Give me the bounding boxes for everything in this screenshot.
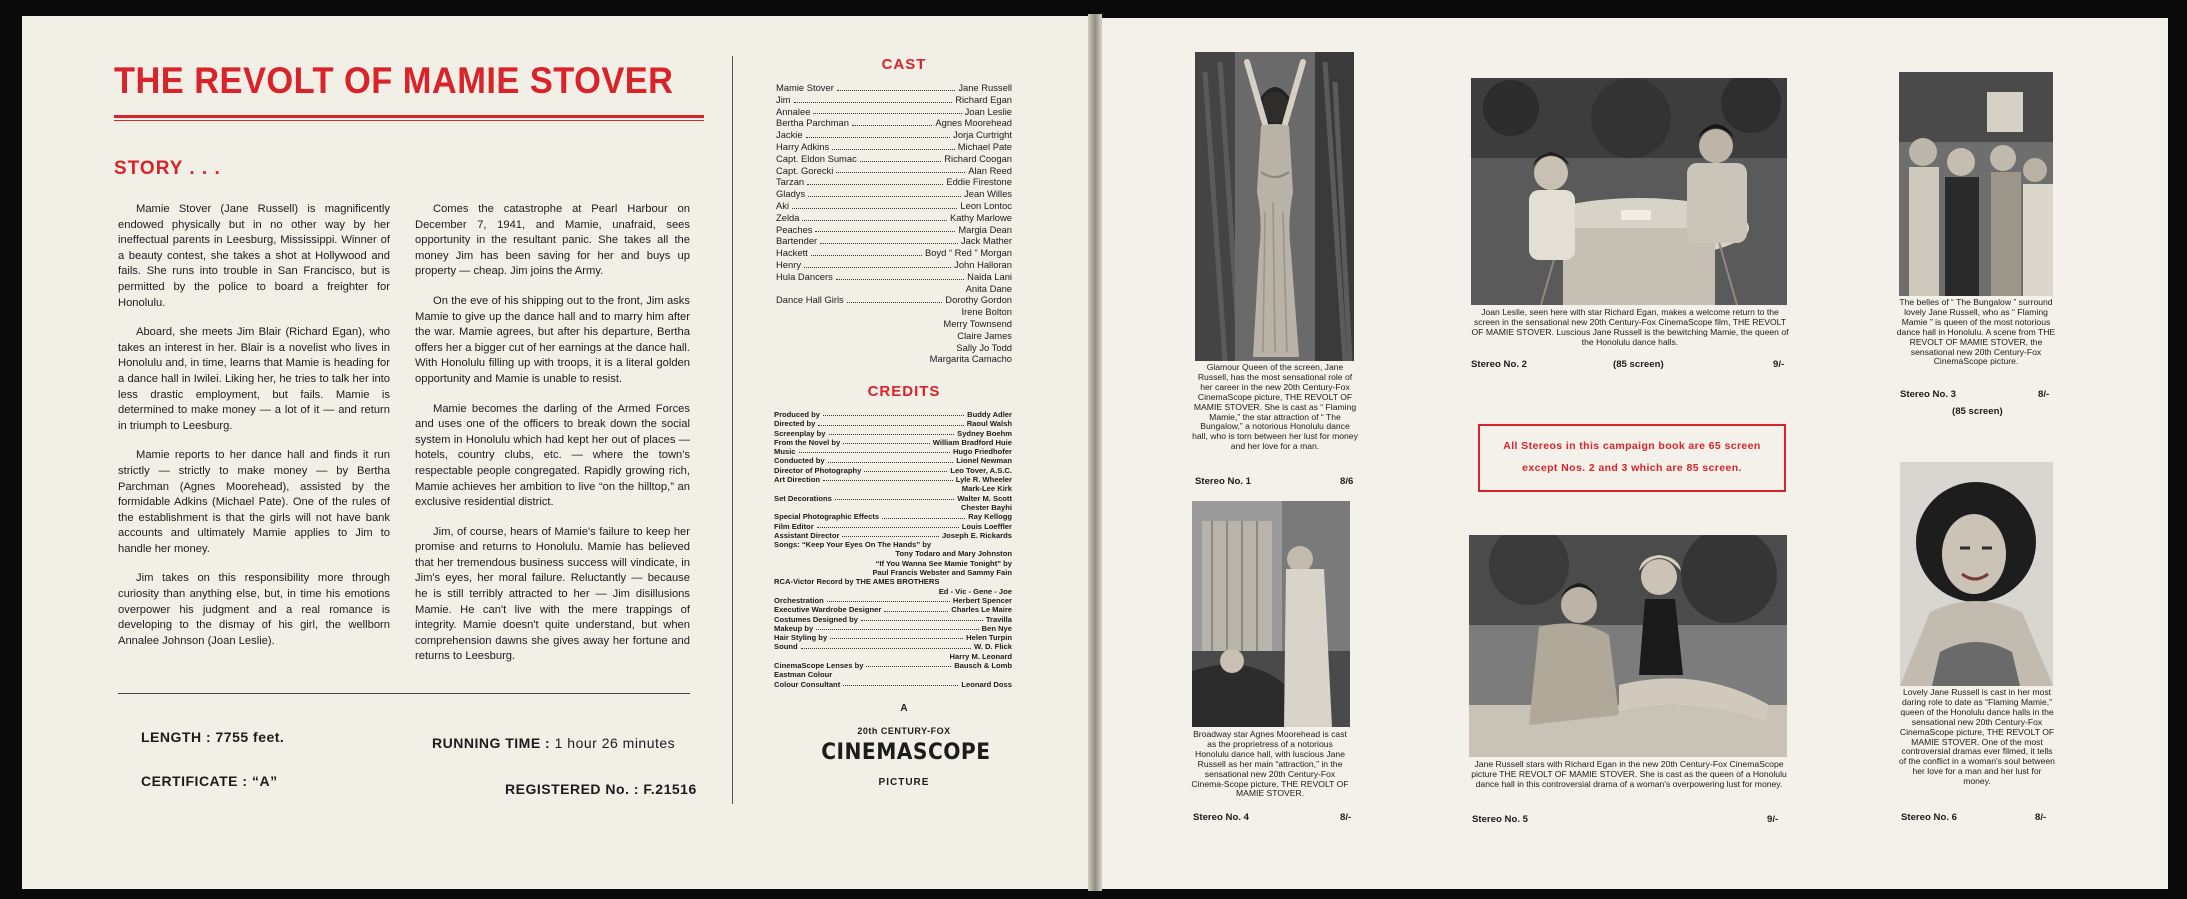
story-paragraph: On the eve of his shipping out to the front, Jim asks Mamie to give up the dance hall and to marry him after the war. Mamie agrees, but after his departure, Bertha offers her a bigger cut of her earnings at the dance hall. With Honolulu filling up with troops, it is a literal golden opportunity and Mamie is unable to resist. bbox=[415, 294, 690, 385]
dot-leader bbox=[813, 113, 961, 114]
cast-row-role: Peaches bbox=[776, 223, 813, 235]
credit-row bbox=[774, 615, 1012, 624]
running-time-value: 1 hour 26 minutes bbox=[554, 735, 676, 751]
credit-row bbox=[774, 419, 1012, 428]
cast-row bbox=[776, 247, 1012, 259]
cast-row-role: Harry Adkins bbox=[776, 140, 830, 152]
cast-row-role: Henry bbox=[776, 258, 802, 270]
cast-row-name: Kathy Marlowe bbox=[949, 211, 1012, 223]
credit-row-role: Colour Consultant bbox=[774, 679, 841, 689]
dot-leader bbox=[827, 601, 950, 602]
cast-row-name: John Halloran bbox=[954, 258, 1012, 270]
credit-row bbox=[774, 494, 1012, 503]
cast-row-continuation: Claire James bbox=[957, 329, 1012, 341]
still-caption-4: Broadway star Agnes Moorehead is cast as the proprietress of a notorious Honolulu dance hall, with luscious Jane Russell as her main “attraction,” in the sensational new 20th Century-Fox Cinema-Scope picture, THE REVOLT OF MAMIE STOVER. bbox=[1191, 729, 1349, 799]
still-photo-4 bbox=[1192, 501, 1350, 727]
cast-row bbox=[776, 117, 1012, 129]
cast-row-role: Annalee bbox=[776, 105, 811, 117]
dot-leader bbox=[801, 648, 971, 649]
dot-leader bbox=[815, 231, 955, 232]
cast-row-role: Bartender bbox=[776, 235, 818, 247]
registered-label: REGISTERED No. : bbox=[505, 781, 640, 797]
credit-row-name: Joseph E. Rickards bbox=[941, 530, 1012, 540]
credit-row-name: Ben Nye bbox=[981, 623, 1012, 633]
cast-row-continuation: Anita Dane bbox=[965, 282, 1012, 294]
still-photo-3 bbox=[1899, 72, 2053, 296]
credit-row bbox=[774, 624, 1012, 633]
dot-leader bbox=[820, 243, 958, 244]
credit-row bbox=[774, 429, 1012, 438]
cast-row-name: Boyd “ Red ” Morgan bbox=[924, 247, 1012, 259]
registered-value: F.21516 bbox=[643, 781, 697, 797]
page-title: THE REVOLT OF MAMIE STOVER bbox=[114, 60, 674, 101]
credits-heading: CREDITS bbox=[867, 383, 941, 400]
dot-leader bbox=[882, 518, 965, 519]
still-label-4: Stereo No. 4 bbox=[1193, 812, 1249, 823]
still-price-5: 9/- bbox=[1767, 814, 1779, 825]
credit-row-name: Buddy Adler bbox=[967, 410, 1012, 419]
credit-row-role: Assistant Director bbox=[774, 530, 840, 540]
cast-row-role: Hackett bbox=[776, 247, 808, 259]
cast-row bbox=[776, 271, 1012, 283]
credit-row-name: Lionel Newman bbox=[956, 456, 1012, 466]
dot-leader bbox=[832, 149, 955, 150]
dot-leader bbox=[837, 90, 955, 91]
dot-leader bbox=[823, 480, 953, 481]
cast-row bbox=[776, 82, 1012, 94]
dot-leader bbox=[811, 255, 922, 256]
credit-row-role: Special Photographic Effects bbox=[774, 512, 880, 522]
credit-row-role: Directed by bbox=[774, 419, 816, 429]
cast-row-role: Aki bbox=[776, 199, 790, 211]
cast-row-name: Michael Pate bbox=[957, 140, 1012, 152]
cast-row-role: Capt. Gorecki bbox=[776, 164, 834, 176]
dot-leader bbox=[836, 279, 964, 280]
credit-row-role: Costumes Designed by bbox=[774, 614, 858, 624]
credit-row bbox=[774, 410, 1012, 419]
still-label-6: Stereo No. 6 bbox=[1901, 812, 1957, 823]
credit-row bbox=[774, 642, 1012, 651]
credit-row-name: Leo Tover, A.S.C. bbox=[950, 465, 1012, 475]
credit-row-role: Makeup by bbox=[774, 623, 814, 633]
specs-rule bbox=[118, 693, 690, 694]
cast-row bbox=[776, 224, 1012, 236]
credit-row-name: Hugo Friedhofer bbox=[952, 447, 1012, 457]
credit-row-continuation: Harry M. Leonard bbox=[949, 651, 1012, 661]
dot-leader bbox=[835, 499, 955, 500]
certificate-label: CERTIFICATE : bbox=[141, 773, 248, 789]
cast-row-name: Leon Lontoc bbox=[960, 199, 1012, 211]
cast-row bbox=[776, 294, 1012, 306]
credit-row bbox=[774, 447, 1012, 456]
credit-row-role: Film Editor bbox=[774, 521, 814, 531]
cast-row bbox=[776, 106, 1012, 118]
credit-row-name: Travilla bbox=[985, 614, 1012, 624]
credit-row bbox=[774, 633, 1012, 642]
still-price-3: 8/- bbox=[2038, 389, 2050, 400]
cast-heading: CAST bbox=[881, 56, 927, 73]
credit-row bbox=[774, 596, 1012, 605]
credit-row-role: RCA-Victor Record by THE AMES BROTHERS bbox=[774, 577, 940, 587]
cast-row-name: Jean Willes bbox=[964, 188, 1012, 200]
dot-leader bbox=[808, 196, 961, 197]
credit-row-name: Walter M. Scott bbox=[957, 493, 1012, 503]
cast-row-name: Eddie Firestone bbox=[946, 176, 1012, 188]
still-label-2: Stereo No. 2 bbox=[1471, 359, 1527, 370]
credit-row-name: W. D. Flick bbox=[974, 642, 1012, 652]
cast-row-name: Alan Reed bbox=[968, 164, 1012, 176]
title-rule-thin bbox=[114, 120, 704, 121]
credit-row-name: Herbert Spencer bbox=[952, 595, 1012, 605]
cast-row-name: Jorja Curtright bbox=[953, 129, 1012, 141]
still-caption-2: Joan Leslie, seen here with star Richard Egan, makes a welcome return to the screen in the sensational new 20th Century-Fox CinemaScope film, THE REVOLT OF MAMIE STOVER. Luscious Jane Russell is the bewitching Mamie, the queen of the Honolulu dance halls. bbox=[1471, 307, 1789, 347]
still-caption-6: Lovely Jane Russell is cast in her most daring role to date as “Flaming Mamie,” queen of the Honolulu dance halls in the sensational new 20th Century-Fox CinemaScope picture, THE REVOLT OF MAMIE STOVER. One of the most controversial dramas ever filmed, it tells of the conflict in a woman's soul between her love for a man and her lust for money. bbox=[1899, 687, 2055, 787]
cast-row bbox=[776, 153, 1012, 165]
credit-row-continuation: Chester Bayhi bbox=[960, 502, 1012, 512]
credit-row-role: Director of Photography bbox=[774, 465, 862, 475]
still-photo-6 bbox=[1900, 462, 2053, 686]
cast-row-role: Gladys bbox=[776, 188, 806, 200]
credit-row-name: William Bradford Huie bbox=[932, 437, 1012, 447]
story-paragraph: Jim takes on this responsibility more through curiosity than anything else, but, in time his emotions overpower his judgment and a real romance is developing to the dismay of his girl, the wellborn Annalee Johnson (Joan Leslie). bbox=[118, 572, 390, 647]
still-price-6: 8/- bbox=[2035, 812, 2047, 823]
story-paragraph: Mamie Stover (Jane Russell) is magnificently endowed physically but in no other way by her ineffectual parents in Leesburg, Mississippi. Winner of a beauty contest, she takes a shot at Hollywood and fails. She runs into trouble in San Francisco, but is permitted by the police to board a freighter for Honolulu. bbox=[118, 203, 390, 309]
dot-leader bbox=[861, 620, 983, 621]
credit-row-role: Music bbox=[774, 447, 796, 457]
cast-row bbox=[776, 235, 1012, 247]
credit-row-continuation: Mark-Lee Kirk bbox=[961, 484, 1012, 494]
credit-row-name: Ray Kellogg bbox=[968, 512, 1012, 522]
credit-row bbox=[774, 680, 1012, 689]
cast-row-role: Jim bbox=[776, 93, 791, 105]
cast-row-continuation: Margarita Camacho bbox=[929, 353, 1012, 365]
credit-row-name: Raoul Walsh bbox=[966, 419, 1012, 429]
dot-leader bbox=[806, 137, 951, 138]
credit-row bbox=[774, 475, 1012, 484]
dot-leader bbox=[817, 527, 959, 528]
credit-row bbox=[774, 605, 1012, 614]
still-caption-1: Glamour Queen of the screen, Jane Russell, has the most sensational role of her career in the new 20th Century-Fox CinemaScope picture, THE REVOLT OF MAMIE STOVER. She is cast as “ Flaming Mamie,” the star attraction of “ The Bungalow,” a notorious Honolulu dance hall, who is torn between her lust for money and her love for a man. bbox=[1192, 362, 1358, 452]
cast-row bbox=[776, 259, 1012, 271]
cast-row-role: Hula Dancers bbox=[776, 270, 833, 282]
credit-row-role: Sound bbox=[774, 642, 798, 652]
cast-row-name: Naida Lani bbox=[967, 270, 1012, 282]
still-photo-1 bbox=[1195, 52, 1354, 361]
cinemascope-logo: CINEMASCOPE bbox=[821, 740, 991, 765]
credit-row bbox=[774, 456, 1012, 465]
cast-row-continuation: Irene Bolton bbox=[961, 306, 1012, 318]
credit-row-role: Set Decorations bbox=[774, 493, 832, 503]
credit-row-role: CinemaScope Lenses by bbox=[774, 661, 864, 671]
dot-leader bbox=[852, 125, 932, 126]
story-column-1 bbox=[118, 202, 390, 663]
story-column-2 bbox=[415, 202, 690, 679]
logo-a: A bbox=[900, 703, 908, 714]
book-gutter bbox=[1088, 14, 1102, 891]
still-label-1: Stereo No. 1 bbox=[1195, 476, 1251, 487]
cast-row-role: Jackie bbox=[776, 129, 803, 141]
cast-row-role: Bertha Parchman bbox=[776, 117, 849, 129]
still-caption-5: Jane Russell stars with Richard Egan in the new 20th Century-Fox CinemaScope picture THE REVOLT OF MAMIE STOVER. She is cast as the queen of a Honolulu dance hall in this controversial drama of a woman's overpowering lust for money. bbox=[1471, 759, 1787, 789]
credit-row-role: Eastman Colour bbox=[774, 670, 833, 680]
dot-leader bbox=[847, 302, 943, 303]
credit-row-name: Helen Turpin bbox=[966, 633, 1012, 643]
credit-row-continuation: Paul Francis Webster and Sammy Fain bbox=[872, 568, 1012, 578]
certificate-value: “A” bbox=[251, 773, 278, 789]
running-time-label: RUNNING TIME : bbox=[432, 735, 551, 751]
credit-row-name: Louis Loeffler bbox=[961, 521, 1012, 531]
credit-row-role: Executive Wardrobe Designer bbox=[774, 605, 882, 615]
credit-row bbox=[774, 531, 1012, 540]
still-price-2: 9/- bbox=[1773, 359, 1785, 370]
credit-row-name: Lyle R. Wheeler bbox=[955, 475, 1012, 485]
title-rule bbox=[114, 115, 704, 118]
credit-row-name: Sydney Boehm bbox=[957, 428, 1012, 438]
dot-leader bbox=[818, 425, 963, 426]
credit-row bbox=[774, 438, 1012, 447]
cast-row-continuation: Sally Jo Todd bbox=[956, 341, 1012, 353]
still-label-3: Stereo No. 3 bbox=[1900, 389, 1956, 400]
dot-leader bbox=[802, 220, 947, 221]
credit-row bbox=[774, 670, 1012, 679]
dot-leader bbox=[792, 208, 957, 209]
dot-leader bbox=[866, 666, 951, 667]
cast-row bbox=[776, 141, 1012, 153]
still-caption-3: The belles of “ The Bungalow ” surround lovely Jane Russell, who as “ Flaming Mamie ” is queen of the most notorious dance hall in Honolulu. A scene from THE REVOLT OF MAMIE STOVER, the sensational new 20th Century-Fox CinemaScope picture. bbox=[1896, 297, 2056, 367]
cast-row-name: Margia Dean bbox=[958, 223, 1012, 235]
credit-row-role: Conducted by bbox=[774, 456, 825, 466]
cast-row bbox=[776, 129, 1012, 141]
credit-row-role: Orchestration bbox=[774, 595, 824, 605]
cast-row-name: Jane Russell bbox=[958, 82, 1012, 93]
length-spec bbox=[141, 729, 284, 745]
cast-row-role: Zelda bbox=[776, 211, 800, 223]
cast-row bbox=[776, 188, 1012, 200]
credit-row bbox=[774, 466, 1012, 475]
notice-line-2: except Nos. 2 and 3 which are 85 screen. bbox=[1522, 462, 1742, 474]
dot-leader bbox=[843, 685, 958, 686]
credit-row-role: Screenplay by bbox=[774, 428, 826, 438]
cast-row-role: Capt. Eldon Sumac bbox=[776, 152, 857, 164]
credit-row-role: Art Direction bbox=[774, 475, 820, 485]
dot-leader bbox=[864, 471, 947, 472]
story-heading: STORY . . . bbox=[114, 158, 221, 179]
column-divider bbox=[732, 56, 733, 804]
credit-row-role: Hair Styling by bbox=[774, 633, 828, 643]
story-paragraph: Aboard, she meets Jim Blair (Richard Egan), who takes an interest in her. Blair is a novelist who lives in Honolulu and, in time, learns that Mamie is heading for a dance hall in Iwilei. Liking her, he tries to talk her into less drastic employment, but fails. Mamie is determined to make money — a lot of it — and return in triumph to Leesburg. bbox=[118, 326, 390, 432]
fox-logo: 20th CENTURY-FOX bbox=[857, 726, 951, 736]
cast-row bbox=[776, 94, 1012, 106]
dot-leader bbox=[836, 172, 965, 173]
registered-spec bbox=[505, 781, 697, 797]
dot-leader bbox=[860, 161, 941, 162]
story-paragraph: Mamie becomes the darling of the Armed Forces and uses one of the officers to break down the social system in Honolulu which had kept her out of places — hotels, country clubs, etc. — where the town's respectable people congregated. Rapidly growing rich, Mamie achieves her ambition to live “on the hilltop,” an exclusive residential district. bbox=[415, 402, 690, 509]
cast-row-name: Jack Mather bbox=[960, 235, 1012, 247]
dot-leader bbox=[843, 443, 929, 444]
still-label-5: Stereo No. 5 bbox=[1472, 814, 1528, 825]
cast-row-name: Joan Leslie bbox=[964, 105, 1012, 117]
dot-leader bbox=[829, 434, 955, 435]
cast-row bbox=[776, 200, 1012, 212]
dot-leader bbox=[799, 452, 950, 453]
story-paragraph: Jim, of course, hears of Mamie's failure to keep her promise and returns to Honolulu. Mamie has believed that her tremendous business success will vindicate, in Jim's eyes, her moral failure. Reluctantly — because he is still terribly attracted to her — Jim disillusions Mamie. He can't live with the mere trappings of integrity. Mamie doesn't quite understand, but when comprehension dawns she gives away her fortune and returns to Leesburg. bbox=[415, 525, 690, 663]
cast-row bbox=[776, 212, 1012, 224]
credit-row-role: Produced by bbox=[774, 410, 820, 419]
story-paragraph: Comes the catastrophe at Pearl Harbour on December 7, 1941, and Mamie, unafraid, sees opportunity in the resultant panic. She takes all the money Jim has been saving for her and buys up property — cheap. Jim joins the Army. bbox=[415, 203, 690, 278]
stereo-notice bbox=[1478, 424, 1786, 492]
still-photo-2 bbox=[1471, 78, 1787, 305]
credit-row bbox=[774, 522, 1012, 531]
still-price-1: 8/6 bbox=[1340, 476, 1354, 487]
still-screen-3: (85 screen) bbox=[1952, 406, 2003, 417]
credit-row-role: From the Novel by bbox=[774, 437, 841, 447]
dot-leader bbox=[828, 462, 954, 463]
cast-list bbox=[776, 82, 1012, 365]
credit-row-name: Leonard Doss bbox=[961, 679, 1012, 689]
cast-row-continuation: Merry Townsend bbox=[943, 317, 1012, 329]
credit-row-continuation: “If You Wanna See Mamie Tonight” by bbox=[875, 558, 1012, 568]
cast-row-role: Tarzan bbox=[776, 176, 805, 188]
cast-row-name: Dorothy Gordon bbox=[945, 294, 1012, 306]
cast-row bbox=[776, 176, 1012, 188]
dot-leader bbox=[884, 611, 948, 612]
credit-row bbox=[774, 540, 1012, 549]
running-time-spec bbox=[432, 735, 675, 751]
cast-row-name: Agnes Moorehead bbox=[935, 117, 1012, 129]
still-price-4: 8/- bbox=[1340, 812, 1352, 823]
credit-row-name: Charles Le Maire bbox=[951, 605, 1012, 615]
certificate-spec bbox=[141, 773, 278, 789]
cast-row-role: Dance Hall Girls bbox=[776, 294, 844, 306]
dot-leader bbox=[842, 536, 939, 537]
dot-leader bbox=[807, 184, 943, 185]
length-value: 7755 feet. bbox=[215, 729, 285, 745]
dot-leader bbox=[830, 638, 963, 639]
cast-row-name: Richard Egan bbox=[955, 93, 1012, 105]
length-label: LENGTH : bbox=[141, 729, 212, 745]
cast-row-name: Richard Coogan bbox=[944, 152, 1012, 164]
story-paragraph: Mamie reports to her dance hall and finds it run strictly — strictly to make money — by Bertha Parchman (Agnes Moorehead), assisted by the formidable Adkins (Michael Pate). One of the rules of the establishment is that the girls will not have bank accounts and ultimately Mamie applies to Jim to handle her money. bbox=[118, 449, 390, 555]
credit-row bbox=[774, 512, 1012, 521]
notice-line-1: All Stereos in this campaign book are 65 screen bbox=[1503, 440, 1761, 452]
credit-row bbox=[774, 661, 1012, 670]
credit-row bbox=[774, 577, 1012, 586]
credit-row-continuation: Tony Todaro and Mary Johnston bbox=[895, 549, 1012, 559]
dot-leader bbox=[816, 629, 978, 630]
still-photo-5 bbox=[1469, 535, 1787, 757]
credit-row-role: Songs: “Keep Your Eyes On The Hands” by bbox=[774, 540, 932, 550]
dot-leader bbox=[804, 267, 951, 268]
credit-row-name: Bausch & Lomb bbox=[954, 661, 1012, 671]
dot-leader bbox=[823, 415, 964, 416]
credit-row-continuation: Ed - Vic - Gene - Joe bbox=[938, 586, 1012, 596]
still-screen-2: (85 screen) bbox=[1613, 359, 1664, 370]
credits-list bbox=[774, 410, 1012, 689]
logo-picture: PICTURE bbox=[878, 777, 930, 788]
dot-leader bbox=[794, 102, 953, 103]
cast-row-role: Mamie Stover bbox=[776, 82, 834, 93]
cast-row bbox=[776, 165, 1012, 177]
